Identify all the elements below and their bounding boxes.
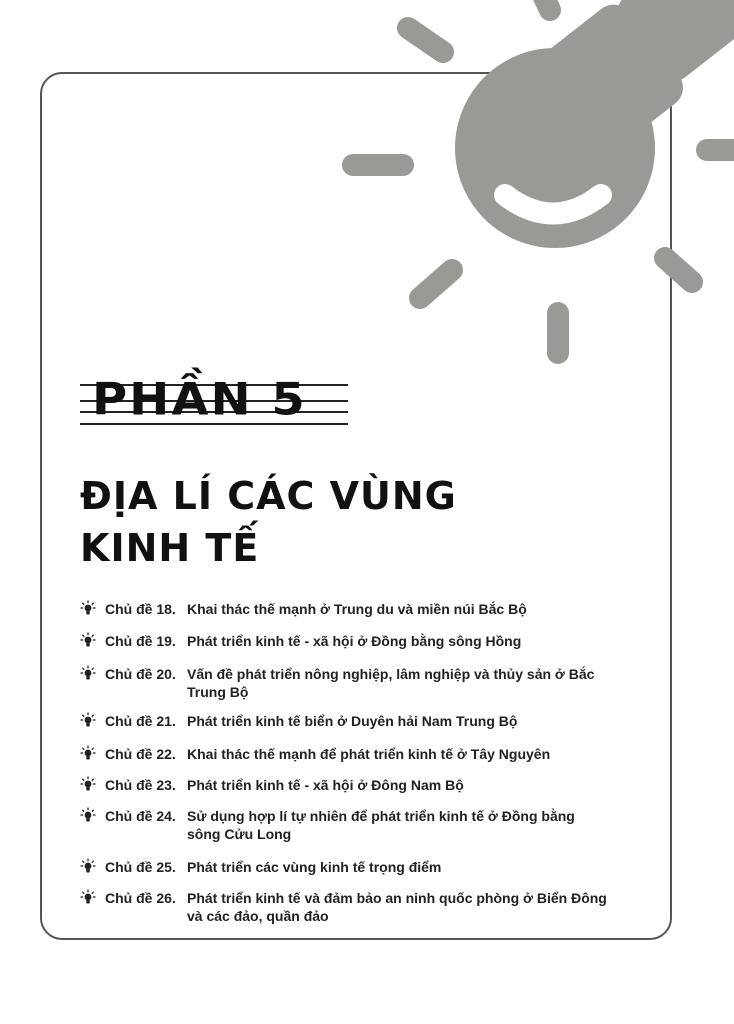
topic-item xyxy=(80,712,607,730)
topic-item xyxy=(80,889,607,925)
topic-item xyxy=(80,632,607,650)
topic-item xyxy=(80,858,607,876)
topic-number: Chủ đề 20. xyxy=(105,666,176,682)
section-title-line-2: KINH TẾ xyxy=(80,526,260,570)
topic-number: Chủ đề 26. xyxy=(105,890,176,906)
topic-title: Phát triển kinh tế biển ở Duyên hải Nam Trung Bộ xyxy=(187,713,518,729)
section-title-line-1: ĐỊA LÍ CÁC VÙNG xyxy=(80,474,457,518)
part-label: PHẦN 5 xyxy=(92,374,307,426)
topic-title: Sử dụng hợp lí tự nhiên để phát triển kinh tế ở Đồng bằng sông Cửu Long xyxy=(187,808,575,842)
lightbulb-icon xyxy=(80,665,96,683)
topic-item xyxy=(80,807,607,843)
topic-number: Chủ đề 21. xyxy=(105,713,176,729)
section-title xyxy=(80,470,457,574)
topic-number: Chủ đề 24. xyxy=(105,808,176,824)
topic-title: Khai thác thế mạnh để phát triển kinh tế ở Tây Nguyên xyxy=(187,746,551,762)
topic-number: Chủ đề 25. xyxy=(105,859,176,875)
topic-title: Vấn đề phát triển nông nghiệp, lâm nghiệp và thủy sản ở Bắc Trung Bộ xyxy=(187,666,595,700)
topic-title: Phát triển các vùng kinh tế trọng điểm xyxy=(187,859,442,875)
topic-title: Phát triển kinh tế và đảm bảo an ninh quốc phòng ở Biển Đông và các đảo, quần đảo xyxy=(187,890,607,924)
lightbulb-icon xyxy=(80,712,96,730)
lightbulb-icon xyxy=(80,889,96,907)
lightbulb-icon xyxy=(80,858,96,876)
topic-item xyxy=(80,745,607,763)
lightbulb-icon xyxy=(80,600,96,618)
lightbulb-illustration xyxy=(0,0,734,420)
topic-number: Chủ đề 22. xyxy=(105,746,176,762)
topic-number: Chủ đề 23. xyxy=(105,777,176,793)
topic-item xyxy=(80,600,607,618)
part-heading xyxy=(80,366,348,430)
lightbulb-icon xyxy=(80,807,96,825)
topic-item xyxy=(80,665,607,701)
topic-title: Phát triển kinh tế - xã hội ở Đông Nam Bộ xyxy=(187,777,464,793)
lightbulb-icon xyxy=(80,632,96,650)
lightbulb-icon xyxy=(80,776,96,794)
lightbulb-icon xyxy=(80,745,96,763)
topic-number: Chủ đề 19. xyxy=(105,633,176,649)
topic-number: Chủ đề 18. xyxy=(105,601,176,617)
topic-title: Phát triển kinh tế - xã hội ở Đồng bằng sông Hồng xyxy=(187,633,522,649)
topic-title: Khai thác thế mạnh ở Trung du và miền núi Bắc Bộ xyxy=(187,601,527,617)
topic-item xyxy=(80,776,607,794)
